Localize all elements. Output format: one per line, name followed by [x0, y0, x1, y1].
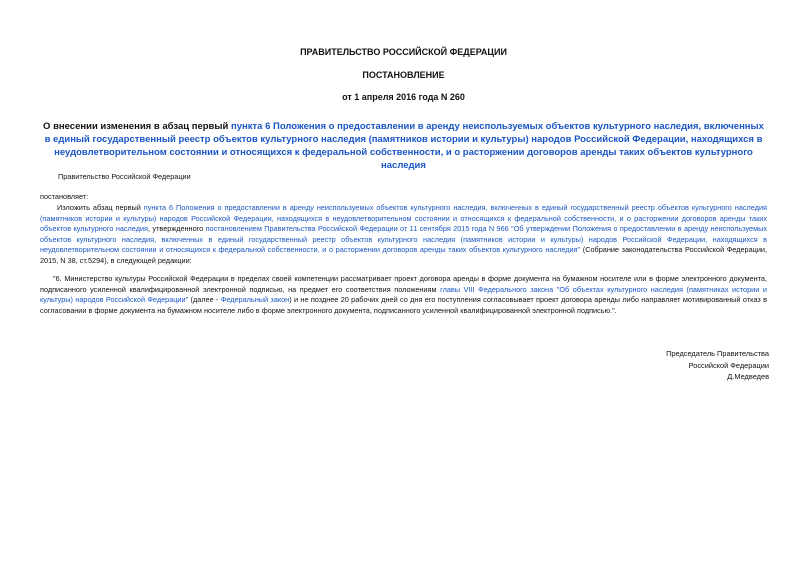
signature-position: Председатель Правительства	[666, 349, 769, 358]
title-link[interactable]: пункта 6 Положения о предоставлении в аренду неиспользуемых объектов культурного наследия, включенных в единый государственный реестр объектов культурного наследия (памятников истории и культуры) народов Российской Федерации, находящихся в неудовлетворительном состоянии и относящихся к федеральной собственности, и о расторжении договоров аренды таких объектов культурного наследия	[44, 121, 764, 171]
para2-text-b: (далее -	[188, 295, 221, 304]
signature-name: Д.Медведев	[727, 372, 769, 381]
document-date-number: от 1 апреля 2016 года N 260	[342, 92, 465, 102]
para1-link-resolution[interactable]: постановлением Правительства Российской Федерации от 11 сентября 2015 года N 966 "Об утверждении Положения о предоставлении в аренду неиспользуемых объектов культурного наследия, включенных в единый государственный реестр объектов культурного наследия (памятников истории и культуры) народов Российской Федерации, находящихся в неудовлетворительном состоянии и относящихся к федеральной собственности, и о расторжении договоров аренды таких объектов культурного наследия"	[40, 224, 768, 254]
document-title	[40, 120, 767, 172]
document-type: ПОСТАНОВЛЕНИЕ	[362, 70, 445, 80]
government-heading: ПРАВИТЕЛЬСТВО РОССИЙСКОЙ ФЕДЕРАЦИИ	[300, 47, 507, 57]
issuer-line: Правительство Российской Федерации	[58, 172, 191, 181]
para1-text-c: (Собрание законодательства Российской Федерации, 2015, N 38, ст.5294), в следующей редакции:	[40, 245, 767, 265]
paragraph-1	[40, 203, 767, 266]
title-prefix: О внесении изменения в абзац первый	[43, 121, 231, 132]
para1-text-a: Изложить абзац первый	[57, 203, 144, 212]
signature-block	[666, 348, 769, 383]
para1-link-point6[interactable]: пункта 6 Положения о предоставлении в аренду неиспользуемых объектов культурного наследия, включенных в единый государственный реестр объектов культурного наследия (памятников истории и культуры) народов Российской Федерации, находящихся в неудовлетворительном состоянии и относящихся к федеральной собственности, и о расторжении договоров аренды таких объектов культурного наследия	[40, 203, 767, 233]
decree-word: постановляет:	[40, 192, 89, 201]
para2-text-c: ) и не позднее 20 рабочих дней со дня его поступления согласовывает проект договора аренды либо направляет мотивированный отказ в согласовании в форме документа на бумажном носителе либо в форме электронного документа, подписанного усиленной квалифицированной электронной подписью.".	[40, 295, 767, 315]
paragraph-2	[40, 274, 767, 316]
para2-link-chapter8[interactable]: главы VIII Федерального закона "Об объектах культурного наследия (памятниках истории и культуры) народов Российской Федерации"	[40, 284, 767, 304]
para1-text-b: , утвержденного	[148, 224, 206, 233]
para2-link-federal-law[interactable]: Федеральный закон	[220, 295, 290, 304]
para2-text-a: "6. Министерство культуры Российской Федерации в пределах своей компетенции рассматривает проект договора аренды в форме документа на бумажном носителе или в форме электронного документа, подписанного усиленной квалифицированной электронной подписью, на предмет его соответствия положениям	[40, 274, 767, 294]
signature-country: Российской Федерации	[688, 360, 769, 370]
